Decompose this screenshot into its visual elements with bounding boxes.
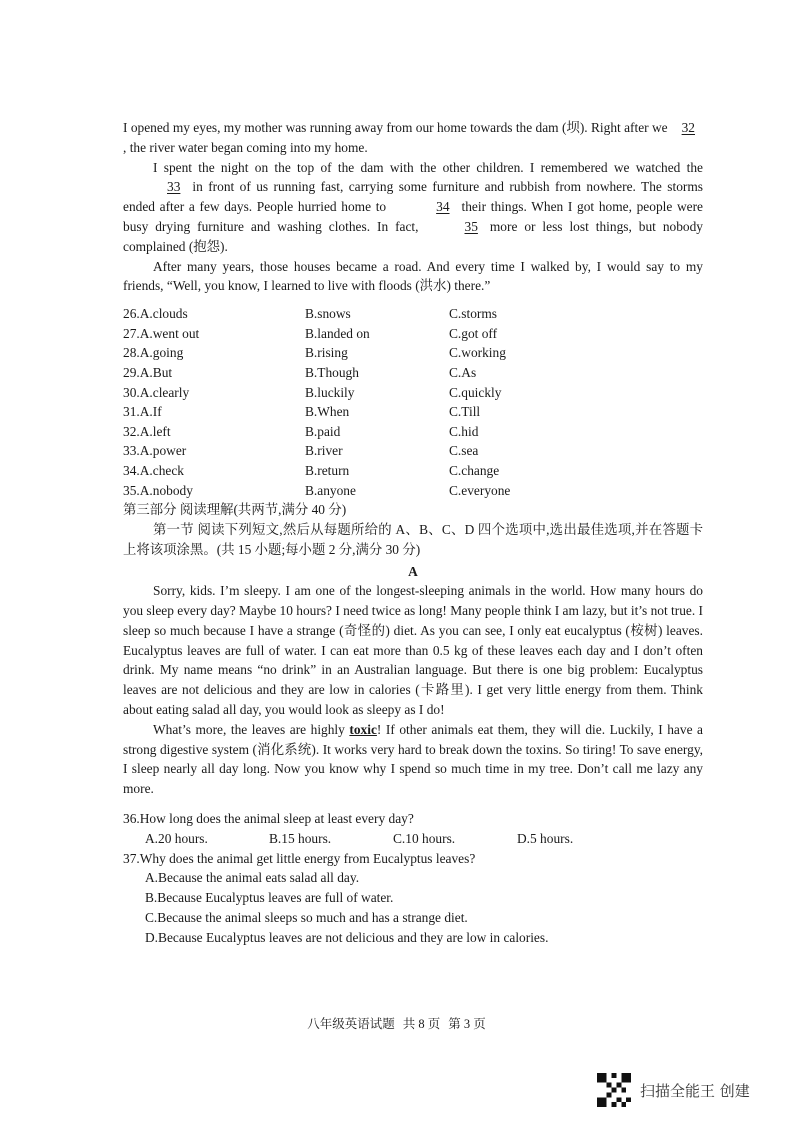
option-row: 30.A.clearly B.luckily C.quickly [123, 384, 502, 400]
option-row: 35.A.nobody B.anyone C.everyone [123, 482, 511, 498]
page-footer: 八年级英语试题 共 8 页 第 3 页 [307, 1017, 486, 1031]
reading-a-paragraph-1: Sorry, kids. I’m sleepy. I am one of the longest-sleeping animals in the world. How many hours do you sleep every day? Maybe 10 hours? I need twice as long! Many people think I am lazy, but it’s not true. I sleep so much because I have a strange (奇怪的) diet. As you can see, I only eat eucalyptus (桉树) leaves. Eucalyptus leaves are full of water. I can eat more than 0.5 kg of these leaves each day and I don’t often drink. My name means “no drink” in an Australian language. But there is one big problem: Eucalyptus leaves are not delicious and they are low in calories (卡路里). I get very little energy from them. Think about eating salad all day, you would look as sleepy as I do! [123, 583, 703, 718]
scanner-watermark: 扫描全能王 创建 [640, 1082, 750, 1100]
question-36-options: A.20 hours. B.15 hours. C.10 hours. D.5 hours. [145, 830, 574, 846]
question-37-option: C.Because the animal sleeps so much and has a strange diet. [145, 910, 468, 926]
question-36: 36.How long does the animal sleep at least every day? [123, 811, 414, 827]
blank-32: 32 [681, 120, 695, 135]
option-row: 33.A.power B.river C.sea [123, 443, 479, 459]
blank-34: 34 [436, 199, 450, 215]
part3-instructions: 第一节 阅读下列短文,然后从每题所给的 A、B、C、D 四个选项中,选出最佳选项,并在答题卡上将该项涂黑。(共 15 小题;每小题 2 分,满分 30 分) [123, 521, 703, 557]
option-row: 28.A.going B.rising C.working [123, 345, 506, 361]
qr-code-icon [597, 1073, 631, 1107]
cloze-paragraph-2: I spent the night on the top of the dam with the other children. I remembered we watched the33 in front of us running fast, carrying some furniture and rubbish from nowhere. The storms ended after a few days. People hurried home to 34 their things. When I got home, people were busy drying furniture and washing clothes. In fact, 35 more or less lost things, but nobody complained (抱怨). [123, 159, 703, 254]
blank-33: 33 [167, 179, 181, 195]
exam-page-body [123, 118, 703, 948]
blank-35: 35 [464, 218, 478, 234]
question-37-option: B.Because Eucalyptus leaves are full of water. [145, 890, 394, 906]
option-row: 27.A.went out B.landed on C.got off [123, 325, 498, 341]
option-row: 32.A.left B.paid C.hid [123, 423, 479, 439]
option-row: 29.A.But B.Though C.As [123, 364, 477, 380]
cloze-paragraph-3: After many years, those houses became a road. And every time I walked by, I would say to my friends, “Well, you know, I learned to live with floods (洪水) there.” [123, 258, 703, 294]
question-37-option: D.Because Eucalyptus leaves are not delicious and they are low in calories. [145, 929, 549, 945]
question-37: 37.Why does the animal get little energy from Eucalyptus leaves? [123, 850, 476, 866]
option-row: 26.A.clouds B.snows C.storms [123, 306, 497, 322]
cloze-options [123, 304, 703, 500]
underlined-word: toxic [349, 721, 377, 737]
cloze-paragraph-1: I opened my eyes, my mother was running away from our home towards the dam (坝). Right after we 32, the river water began coming into my home. [123, 118, 703, 158]
passage-label: A [408, 563, 418, 579]
option-row: 34.A.check B.return C.change [123, 462, 500, 478]
option-row: 31.A.If B.When C.Till [123, 404, 481, 420]
question-37-option: A.Because the animal eats salad all day. [145, 870, 360, 886]
part3-title: 第三部分 阅读理解(共两节,满分 40 分) [123, 502, 347, 518]
reading-a-paragraph-2: What’s more, the leaves are highly toxic! If other animals eat them, they will die. Luckily, I have a strong digestive system (消化系统). It works very hard to break down the toxins. So tiring! To save energy, I sleep nearly all day long. Now you know why I spend so much time in my tree. Don’t call me lazy any more. [123, 721, 703, 797]
